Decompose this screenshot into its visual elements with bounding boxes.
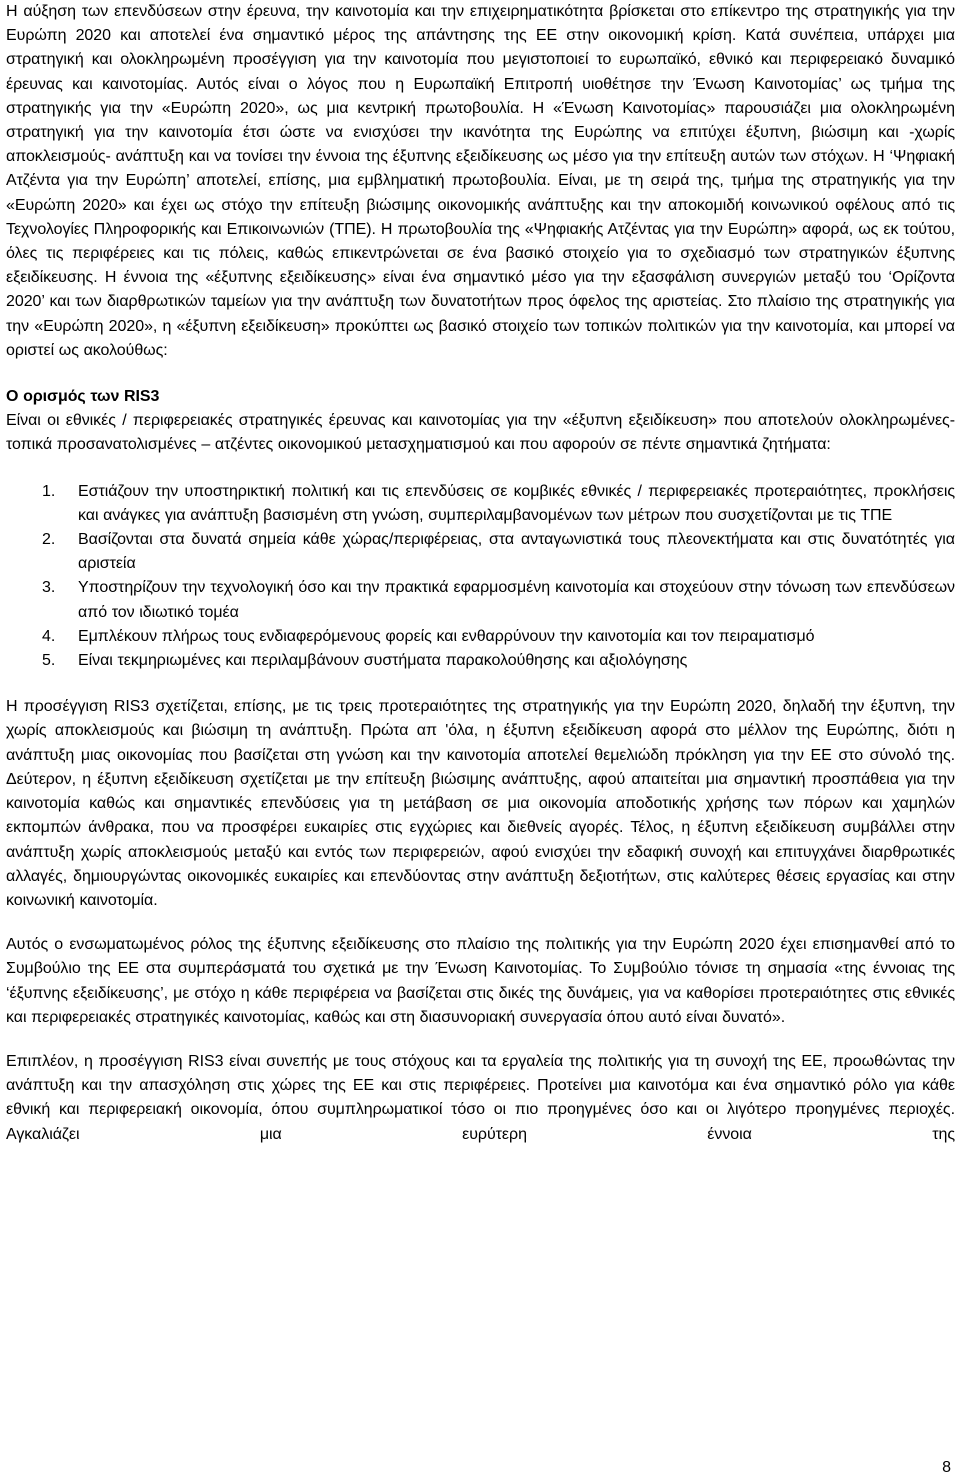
list-item xyxy=(6,528,955,576)
priorities-paragraph: Η προσέγγιση RIS3 σχετίζεται, επίσης, με τις τρεις προτεραιότητες της στρατηγικής για την Ευρώπη 2020, δηλαδή την έξυπνη, την χωρίς αποκλεισμούς και βιώσιμη τη ανάπτυξη. Πρώτα απ 'όλα, η έξυπνη εξειδίκευση αφορά στο μέλλον της Ευρώπης, διότι η ανάπτυξη μιας οικονομίας που βασίζεται στη γνώση και την καινοτομία αποτελεί θεμελιώδη πρόκληση για την ΕΕ στο σύνολό της. Δεύτερον, η έξυπνη εξειδίκευση σχετίζεται με την επίτευξη βιώσιμης ανάπτυξης, αφού απαιτείται μια σημαντική προσπάθεια για την καινοτομία καθώς και σημαντικές επενδύσεις για τη μετάβαση σε μια οικονομία αποδοτικής χρήσης των πόρων και χαμηλών εκπομπών άνθρακα, που να προσφέρει ευκαιρίες στις εγχώριες και διεθνείς αγορές. Τέλος, η έξυπνη εξειδίκευση συμβάλλει στην ανάπτυξη χωρίς αποκλεισμούς μεταξύ και εντός των περιφερειών, αφού ενισχύει την εδαφική συνοχή και επιτυγχάνει διαρθρωτικές αλλαγές, δημιουργώντας οικονομικές ευκαιρίες και επενδύοντας στην ανάπτυξη δεξιοτήτων, στις καλύτερες θέσεις εργασίας και στην κοινωνική καινοτομία. xyxy=(6,698,955,909)
issues-list xyxy=(6,480,955,674)
council-paragraph: Αυτός ο ενσωματωμένος ρόλος της έξυπνης εξειδίκευσης στο πλαίσιο της πολιτικής για την Ευρώπη 2020 έχει επισημανθεί από το Συμβούλιο της ΕΕ στα συμπεράσματά του σχετικά με την Ένωση Καινοτομίας. Το Συμβούλιο τόνισε τη σημασία «της έννοιας της ‘έξυπνης εξειδίκευσης’, με στόχο η κάθε περιφέρεια να βασίζεται στις δικές της δυνάμεις, για να καθορίσει προτεραιότητες στις εθνικές και περιφερειακές στρατηγικές καινοτομίας, καθώς και στη διασυνοριακή συνεργασία όπου αυτό είναι δυνατό». xyxy=(6,936,955,1026)
list-item-number: 4. xyxy=(42,627,56,645)
list-item xyxy=(6,649,955,673)
page-number: 8 xyxy=(942,1459,951,1476)
definition-paragraph: Είναι οι εθνικές / περιφερειακές στρατηγικές έρευνας και καινοτομίας για την «έξυπνη εξειδίκευση» που αποτελούν ολοκληρωμένες- τοπικά προσανατολισμένες – ατζέντες οικονομικού μετασχηματισμού και που αφορούν σε πέντε σημαντικά ζητήματα: xyxy=(6,412,955,454)
section-heading: Ο ορισμός των RIS3 xyxy=(6,388,160,406)
intro-paragraph: Η αύξηση των επενδύσεων στην έρευνα, την καινοτομία και την επιχειρηματικότητα βρίσκεται στο επίκεντρο της στρατηγικής για την Ευρώπη 2020 και αποτελεί ένα σημαντικό μέρος της απάντησης της ΕΕ στην οικονομική κρίση. Κατά συνέπεια, υπάρχει μια στρατηγική και ολοκληρωμένη προσέγγιση για την καινοτομία που μεγιστοποιεί το ευρωπαϊκό, εθνικό και περιφερειακό δυναμικό έρευνας και καινοτομίας. Αυτός είναι ο λόγος που η Ευρωπαϊκή Επιτροπή υιοθέτησε την Ένωση Καινοτομίας’ ως τμήμα της στρατηγικής για την «Ευρώπη 2020», ως μια κεντρική πρωτοβουλία. Η «Ένωση Καινοτομίας» παρουσιάζει μια ολοκληρωμένη στρατηγική για την καινοτομία έτσι ώστε να ενισχύσει την ικανότητα της Ευρώπης να επιτύχει έξυπνη, βιώσιμη και -χωρίς αποκλεισμούς- ανάπτυξη και να τονίσει την έννοια της έξυπνης εξειδίκευσης ως μέσο για την επίτευξη αυτών των στόχων. Η ‘Ψηφιακή Ατζέντα για την Ευρώπη’ αποτελεί, επίσης, μια εμβληματική πρωτοβουλία. Είναι, με τη σειρά της, τμήμα της στρατηγικής για την «Ευρώπη 2020» και έχει ως στόχο την επίτευξη βιώσιμης οικονομικής ανάπτυξης και την αποκομιδή κοινωνικού οφέλους από τις Τεχνολογίες Πληροφορικής και Επικοινωνιών (ΤΠΕ). Η πρωτοβουλία της «Ψηφιακής Ατζέντας για την Ευρώπη» αφορά, ως εκ τούτου, όλες τις περιφέρειες και τις πόλεις, καθώς επικεντρώνεται σε ένα βασικό στοιχείο για το σχεδιασμό των στρατηγικών έξυπνης εξειδίκευσης. Η έννοια της «έξυπνης εξειδίκευσης» είναι ένα σημαντικό μέσο για την εξασφάλιση συνεργιών μεταξύ του ‘Ορίζοντα 2020’ και των διαρθρωτικών ταμείων για την ανάπτυξη των δυνατοτήτων προς όφελος της αριστείας. Στο πλαίσιο της στρατηγικής για την «Ευρώπη 2020», η «έξυπνη εξειδίκευση» προκύπτει ως βασικό στοιχείο των τοπικών πολιτικών για την καινοτομία, και μπορεί να οριστεί ως ακολούθως: xyxy=(6,3,955,359)
list-item-text: Εστιάζουν την υποστηρικτική πολιτική και τις επενδύσεις σε κομβικές εθνικές / περιφερειακές προτεραιότητες, προκλήσεις και ανάγκες για ανάπτυξη βασισμένη στη γνώση, συμπεριλαμβανομένων των μέτρων που συσχετίζονται με τις ΤΠΕ xyxy=(78,482,955,524)
list-item-text: Εμπλέκουν πλήρως τους ενδιαφερόμενους φορείς και ενθαρρύνουν την καινοτομία και τον πειραματισμό xyxy=(78,627,815,645)
list-item xyxy=(6,625,955,649)
moreover-paragraph: Επιπλέον, η προσέγγιση RIS3 είναι συνεπής με τους στόχους και τα εργαλεία της πολιτικής για τη συνοχή της ΕΕ, προωθώντας την ανάπτυξη και την απασχόληση στις χώρες της ΕΕ και στις περιφέρειες. Προτείνει μια καινοτόμα και ένα σημαντικό ρόλο για κάθε εθνική και περιφερειακή οικονομία, όπου συμπληρωματικοί τόσο οι πιο προηγμένες όσο και οι λιγότερο προηγμένες περιοχές. Αγκαλιάζει μια ευρύτερη έννοια της xyxy=(6,1052,955,1143)
list-item xyxy=(6,480,955,528)
list-item xyxy=(6,576,955,624)
document-page xyxy=(6,0,955,1147)
list-item-number: 3. xyxy=(42,579,56,597)
list-item-number: 5. xyxy=(42,652,56,670)
list-item-text: Βασίζονται στα δυνατά σημεία κάθε χώρας/περιφέρειας, στα ανταγωνιστικά τους πλεονεκτήματα και στις δυνατότητές για αριστεία xyxy=(78,531,955,573)
list-item-number: 2. xyxy=(42,531,56,549)
list-item-number: 1. xyxy=(42,482,56,500)
list-item-text: Είναι τεκμηριωμένες και περιλαμβάνουν συστήματα παρακολούθησης και αξιολόγησης xyxy=(78,652,688,670)
list-item-text: Υποστηρίζουν την τεχνολογική όσο και την πρακτικά εφαρμοσμένη καινοτομία και στοχεύουν στην τόνωση των επενδύσεων από τον ιδιωτικό τομέα xyxy=(78,579,955,621)
